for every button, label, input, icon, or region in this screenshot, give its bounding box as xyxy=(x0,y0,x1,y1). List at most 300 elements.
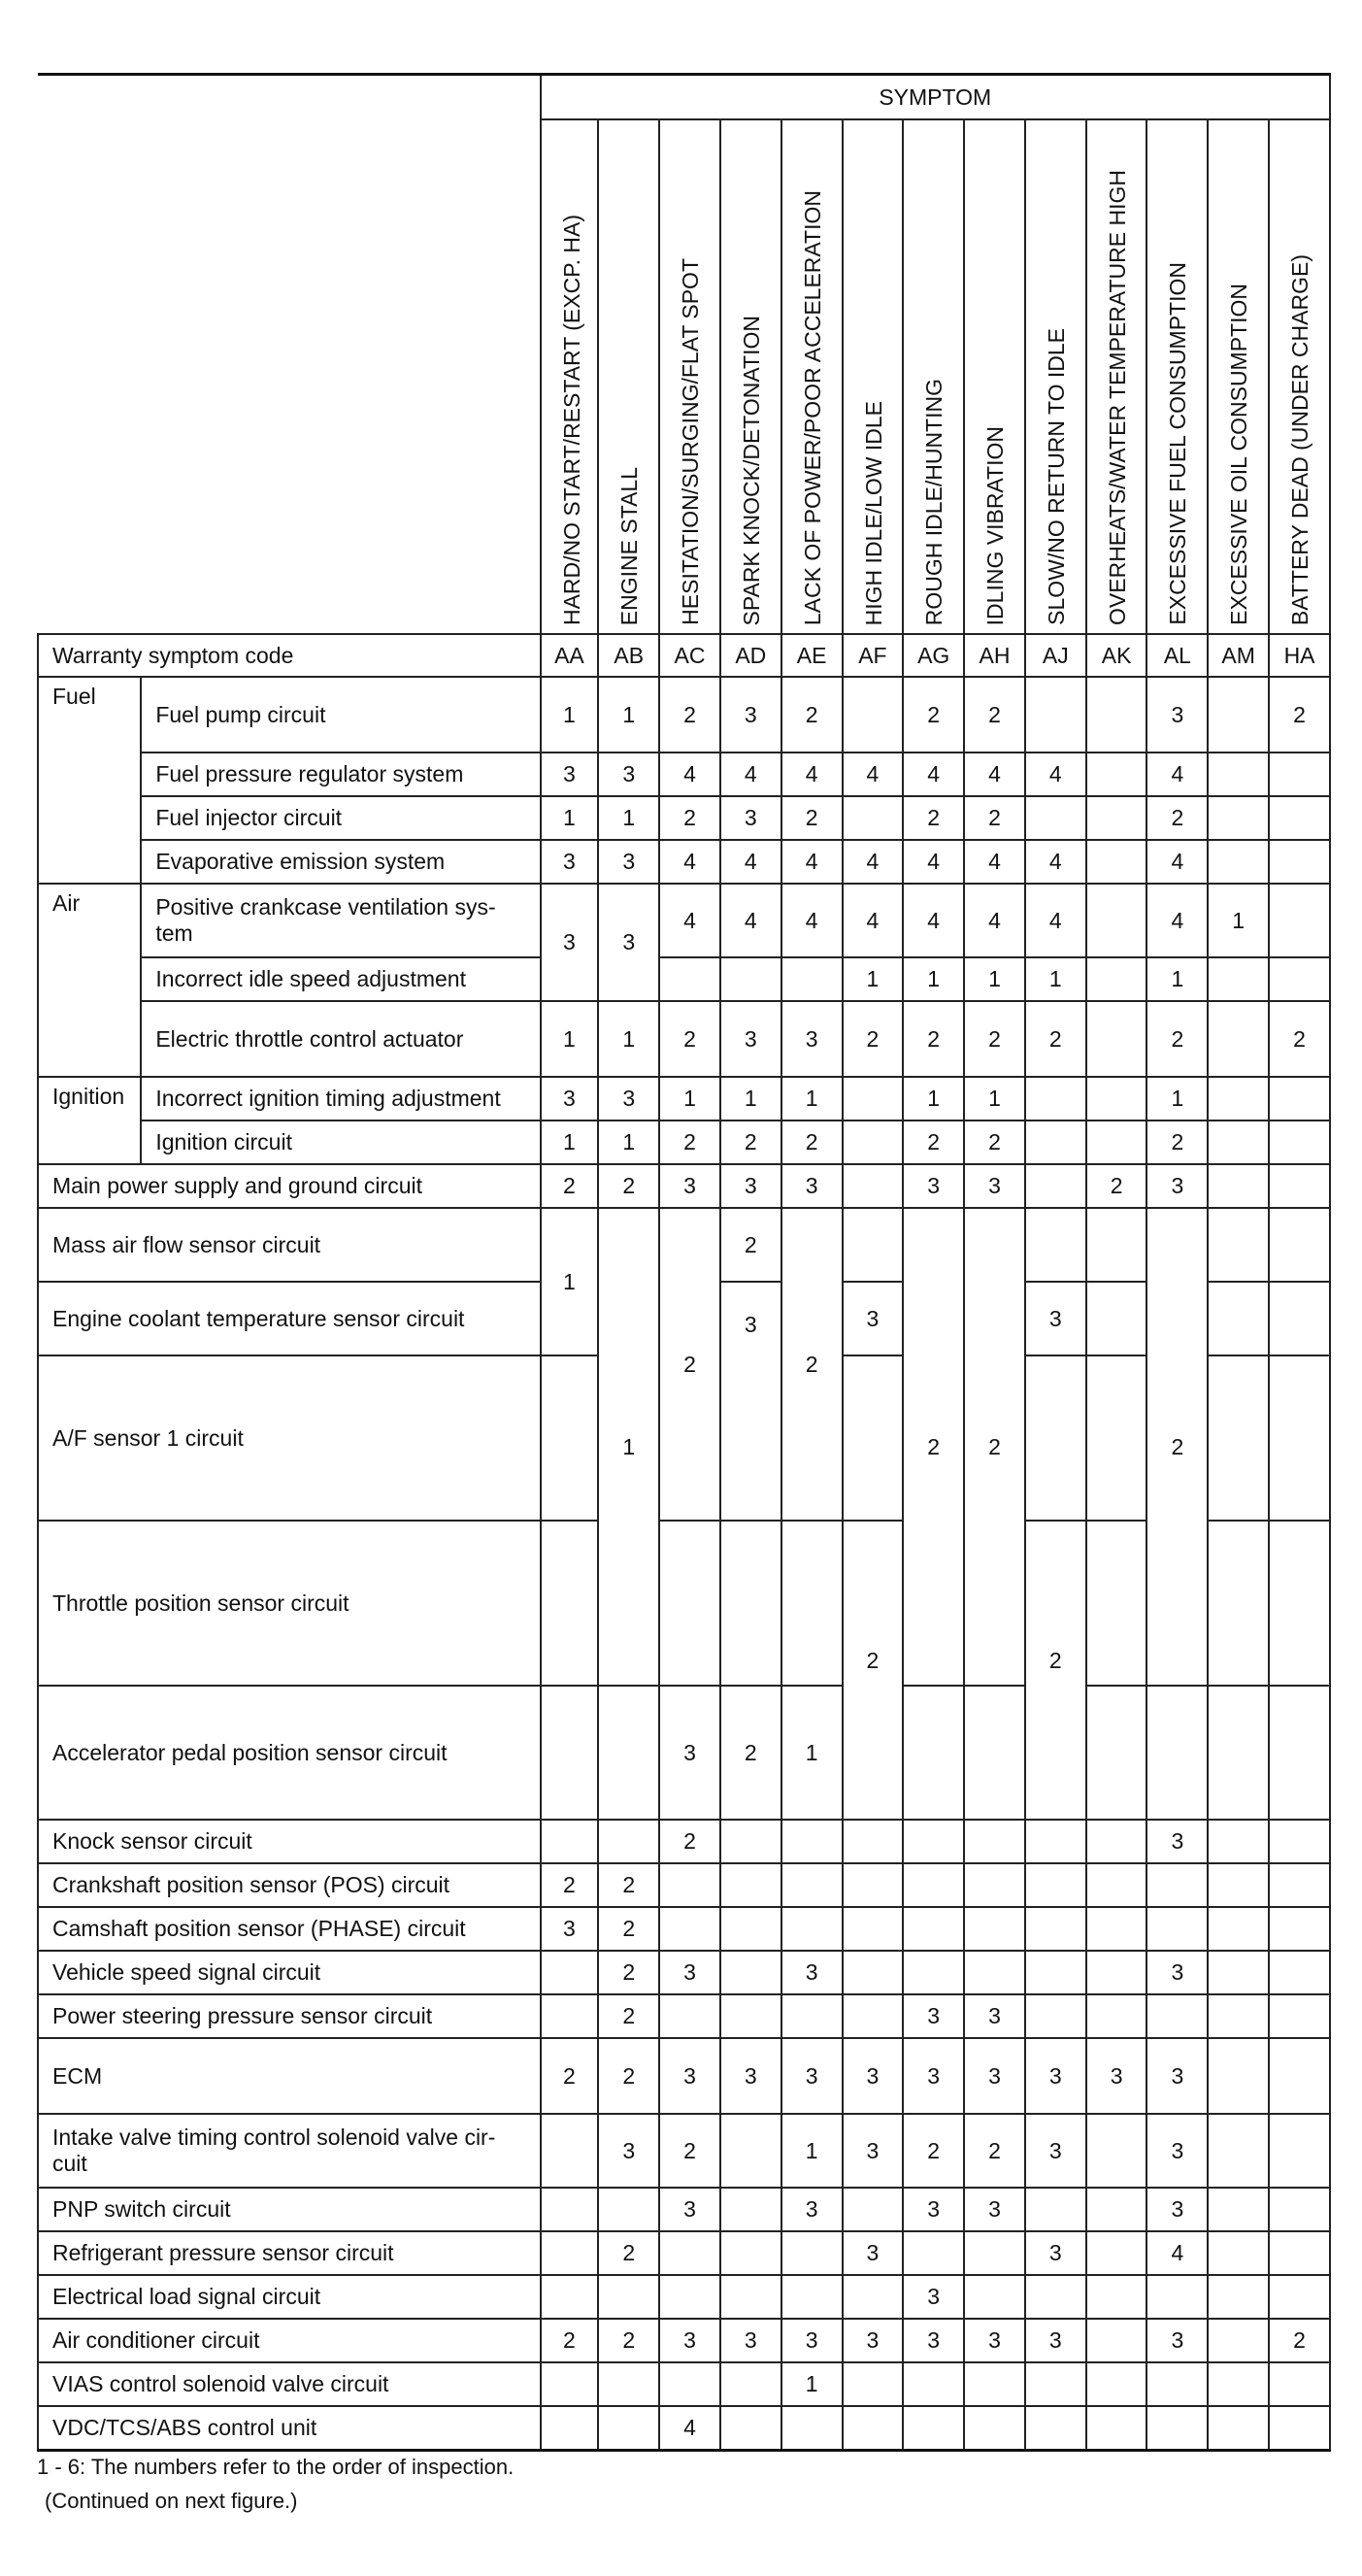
row-label: Electric throttle control actuator xyxy=(141,1001,540,1077)
matrix-cell: 3 xyxy=(1086,2038,1147,2114)
matrix-cell: 1 xyxy=(541,1208,599,1355)
matrix-cell: 4 xyxy=(964,884,1025,957)
matrix-cell: 3 xyxy=(1025,2114,1086,2188)
matrix-cell xyxy=(964,1907,1025,1951)
symptom-column-header xyxy=(598,119,659,634)
matrix-cell: 2 xyxy=(659,2114,720,2188)
matrix-cell xyxy=(1208,1994,1269,2038)
matrix-cell xyxy=(903,1863,964,1907)
matrix-cell xyxy=(1025,2406,1086,2450)
row-label: A/F sensor 1 circuit xyxy=(38,1355,541,1521)
table-row xyxy=(38,2114,1330,2188)
matrix-cell: 1 xyxy=(541,1121,599,1164)
matrix-cell xyxy=(598,1820,659,1863)
matrix-cell xyxy=(843,1863,904,1907)
warranty-symptom-code-label: Warranty symptom code xyxy=(38,634,541,677)
matrix-cell: 1 xyxy=(903,957,964,1001)
matrix-cell: 1 xyxy=(598,1121,659,1164)
table-row xyxy=(38,1686,1330,1820)
matrix-cell: 2 xyxy=(903,1001,964,1077)
matrix-cell xyxy=(1269,1164,1330,1208)
matrix-cell xyxy=(1025,2188,1086,2231)
matrix-cell: 2 xyxy=(964,677,1025,753)
matrix-cell: 1 xyxy=(541,1001,599,1077)
matrix-cell: 3 xyxy=(598,2114,659,2188)
matrix-cell: 4 xyxy=(720,840,781,884)
matrix-cell: 2 xyxy=(1025,1521,1086,1820)
matrix-cell xyxy=(843,1077,904,1121)
matrix-cell xyxy=(1025,1863,1086,1907)
symptom-name: SPARK KNOCK/DETONATION xyxy=(738,315,764,625)
matrix-cell xyxy=(1269,2231,1330,2275)
matrix-cell: 2 xyxy=(659,1208,720,1521)
matrix-cell: 3 xyxy=(720,2319,781,2362)
matrix-cell xyxy=(541,2114,599,2188)
matrix-cell xyxy=(720,1820,781,1863)
matrix-cell: 4 xyxy=(903,753,964,796)
matrix-cell xyxy=(720,2114,781,2188)
matrix-cell xyxy=(1025,1907,1086,1951)
matrix-cell xyxy=(843,2275,904,2319)
matrix-cell xyxy=(781,2231,843,2275)
matrix-cell: 1 xyxy=(1146,1077,1208,1121)
matrix-cell: 3 xyxy=(964,1164,1025,1208)
symptom-header: SYMPTOM xyxy=(541,75,1330,120)
header-corner xyxy=(38,75,541,635)
table-row xyxy=(38,677,1330,753)
matrix-cell xyxy=(541,1355,599,1521)
symptom-code: AD xyxy=(720,634,781,677)
table-row xyxy=(38,1994,1330,2038)
matrix-cell xyxy=(541,1521,599,1686)
symptom-column-header xyxy=(1208,119,1269,634)
matrix-cell: 3 xyxy=(1146,677,1208,753)
matrix-cell: 4 xyxy=(659,2406,720,2450)
matrix-cell: 3 xyxy=(541,1077,599,1121)
matrix-cell xyxy=(903,2406,964,2450)
matrix-cell: 1 xyxy=(598,1001,659,1077)
row-label: Electrical load signal circuit xyxy=(38,2275,541,2319)
matrix-cell xyxy=(1146,2406,1208,2450)
matrix-cell: 3 xyxy=(843,2114,904,2188)
matrix-cell: 2 xyxy=(598,2038,659,2114)
matrix-cell: 3 xyxy=(964,1994,1025,2038)
matrix-cell xyxy=(720,1863,781,1907)
matrix-cell xyxy=(1208,957,1269,1001)
matrix-cell: 2 xyxy=(1146,1208,1208,1686)
group-label-air: Air xyxy=(38,884,141,1077)
matrix-cell: 4 xyxy=(1146,2231,1208,2275)
matrix-cell: 1 xyxy=(843,957,904,1001)
matrix-cell: 3 xyxy=(598,1077,659,1121)
matrix-cell xyxy=(1146,1907,1208,1951)
matrix-cell: 1 xyxy=(598,796,659,840)
matrix-cell: 3 xyxy=(1146,2114,1208,2188)
matrix-cell: 3 xyxy=(720,1282,781,1521)
matrix-cell: 2 xyxy=(964,1001,1025,1077)
symptom-table xyxy=(37,73,1331,2452)
table-row xyxy=(38,753,1330,796)
row-label: Main power supply and ground circuit xyxy=(38,1164,541,1208)
note-inspection-order: 1 - 6: The numbers refer to the order of inspection. xyxy=(37,2455,515,2479)
matrix-cell: 3 xyxy=(720,1001,781,1077)
matrix-cell xyxy=(1086,2406,1147,2450)
matrix-cell: 2 xyxy=(781,677,843,753)
matrix-cell: 2 xyxy=(659,677,720,753)
matrix-cell: 3 xyxy=(843,2038,904,2114)
matrix-cell xyxy=(1086,1282,1147,1355)
matrix-cell: 2 xyxy=(598,1994,659,2038)
matrix-cell: 4 xyxy=(781,753,843,796)
matrix-cell xyxy=(541,1820,599,1863)
matrix-cell xyxy=(1208,2114,1269,2188)
matrix-cell xyxy=(1208,2231,1269,2275)
row-label: Fuel pump circuit xyxy=(141,677,540,753)
matrix-cell: 2 xyxy=(720,1686,781,1820)
matrix-cell xyxy=(720,1951,781,1994)
matrix-cell: 1 xyxy=(964,1077,1025,1121)
matrix-cell xyxy=(1025,1164,1086,1208)
matrix-cell xyxy=(720,2188,781,2231)
matrix-cell xyxy=(843,1164,904,1208)
matrix-cell: 3 xyxy=(720,796,781,840)
matrix-cell xyxy=(1208,1686,1269,1820)
matrix-cell xyxy=(1086,1001,1147,1077)
matrix-cell xyxy=(843,796,904,840)
symptom-column-header xyxy=(903,119,964,634)
matrix-cell xyxy=(1146,1863,1208,1907)
matrix-cell xyxy=(1208,2275,1269,2319)
matrix-cell xyxy=(1086,2114,1147,2188)
matrix-cell: 2 xyxy=(720,1121,781,1164)
matrix-cell xyxy=(843,677,904,753)
matrix-cell: 2 xyxy=(843,1001,904,1077)
matrix-cell: 3 xyxy=(1025,1282,1086,1355)
matrix-cell: 4 xyxy=(843,753,904,796)
matrix-cell xyxy=(1269,957,1330,1001)
matrix-cell: 1 xyxy=(781,1686,843,1820)
matrix-cell: 3 xyxy=(659,1686,720,1820)
matrix-cell: 3 xyxy=(598,753,659,796)
matrix-cell xyxy=(1208,1001,1269,1077)
matrix-cell xyxy=(781,1521,843,1686)
matrix-cell xyxy=(598,2362,659,2406)
matrix-cell: 4 xyxy=(1146,884,1208,957)
matrix-cell xyxy=(541,2188,599,2231)
matrix-cell xyxy=(720,957,781,1001)
matrix-cell xyxy=(1269,1863,1330,1907)
matrix-cell xyxy=(903,2231,964,2275)
matrix-cell: 1 xyxy=(598,677,659,753)
row-label: Mass air flow sensor circuit xyxy=(38,1208,541,1282)
matrix-cell: 2 xyxy=(781,796,843,840)
matrix-cell xyxy=(1086,1994,1147,2038)
matrix-cell: 2 xyxy=(843,1521,904,1820)
matrix-cell: 3 xyxy=(541,753,599,796)
table-row xyxy=(38,2362,1330,2406)
matrix-cell xyxy=(1269,1820,1330,1863)
matrix-cell: 2 xyxy=(903,2114,964,2188)
table-row xyxy=(38,1077,1330,1121)
matrix-cell xyxy=(1208,1521,1269,1686)
matrix-cell xyxy=(1208,840,1269,884)
matrix-cell: 3 xyxy=(1146,2038,1208,2114)
matrix-cell xyxy=(1086,2319,1147,2362)
matrix-cell: 4 xyxy=(1025,840,1086,884)
symptom-column-header xyxy=(964,119,1025,634)
symptom-column-header xyxy=(1025,119,1086,634)
matrix-cell: 3 xyxy=(903,2188,964,2231)
group-label-ignition: Ignition xyxy=(38,1077,141,1164)
matrix-cell: 3 xyxy=(843,1282,904,1355)
matrix-cell: 2 xyxy=(598,1951,659,1994)
symptom-code: AC xyxy=(659,634,720,677)
matrix-cell xyxy=(1086,1820,1147,1863)
matrix-cell xyxy=(1208,2038,1269,2114)
matrix-cell xyxy=(598,2406,659,2450)
table-row xyxy=(38,2231,1330,2275)
matrix-cell: 2 xyxy=(598,2231,659,2275)
matrix-cell xyxy=(1208,1208,1269,1282)
matrix-cell: 3 xyxy=(598,840,659,884)
matrix-cell xyxy=(1146,1994,1208,2038)
matrix-cell xyxy=(1146,2362,1208,2406)
matrix-cell xyxy=(843,1121,904,1164)
matrix-cell xyxy=(1025,1208,1086,1282)
table-row xyxy=(38,1820,1330,1863)
matrix-cell xyxy=(1086,796,1147,840)
matrix-cell: 3 xyxy=(541,840,599,884)
matrix-cell: 3 xyxy=(903,2275,964,2319)
matrix-cell xyxy=(1146,1686,1208,1820)
matrix-cell xyxy=(781,1907,843,1951)
symptom-code: AF xyxy=(843,634,904,677)
row-label: PNP switch circuit xyxy=(38,2188,541,2231)
matrix-cell: 3 xyxy=(964,2038,1025,2114)
matrix-cell: 4 xyxy=(903,884,964,957)
matrix-cell xyxy=(1208,2362,1269,2406)
matrix-cell: 2 xyxy=(659,1001,720,1077)
table-row xyxy=(38,1521,1330,1686)
matrix-cell: 4 xyxy=(964,840,1025,884)
symptom-name: HARD/NO START/RESTART (EXCP. HA) xyxy=(558,214,584,625)
matrix-cell xyxy=(1208,1164,1269,1208)
matrix-cell: 3 xyxy=(781,1164,843,1208)
matrix-cell xyxy=(1208,2406,1269,2450)
matrix-cell: 2 xyxy=(1269,2319,1330,2362)
matrix-cell: 4 xyxy=(843,884,904,957)
matrix-cell xyxy=(781,2275,843,2319)
matrix-cell: 4 xyxy=(720,753,781,796)
matrix-cell: 2 xyxy=(903,1121,964,1164)
matrix-cell xyxy=(1086,1121,1147,1164)
matrix-cell: 4 xyxy=(720,884,781,957)
row-label: Ignition circuit xyxy=(141,1121,540,1164)
matrix-cell xyxy=(1025,1355,1086,1521)
matrix-cell xyxy=(843,1951,904,1994)
matrix-cell xyxy=(1269,1282,1330,1355)
matrix-cell: 3 xyxy=(843,2231,904,2275)
matrix-cell xyxy=(1208,1820,1269,1863)
matrix-cell xyxy=(1269,2114,1330,2188)
row-label: Power steering pressure sensor circuit xyxy=(38,1994,541,2038)
matrix-cell xyxy=(903,1686,964,1820)
matrix-cell: 3 xyxy=(659,2319,720,2362)
matrix-cell: 3 xyxy=(1025,2319,1086,2362)
matrix-cell xyxy=(1269,2406,1330,2450)
symptom-code: AJ xyxy=(1025,634,1086,677)
row-label: Vehicle speed signal circuit xyxy=(38,1951,541,1994)
matrix-cell xyxy=(1086,1355,1147,1521)
matrix-cell: 2 xyxy=(903,677,964,753)
matrix-cell xyxy=(541,1686,599,1820)
matrix-cell: 2 xyxy=(598,1164,659,1208)
matrix-cell xyxy=(1269,1994,1330,2038)
symptom-name: OVERHEATS/WATER TEMPERATURE HIGH xyxy=(1104,170,1130,625)
matrix-cell: 4 xyxy=(843,840,904,884)
matrix-cell xyxy=(964,1820,1025,1863)
matrix-cell xyxy=(1269,2275,1330,2319)
symptom-code: AM xyxy=(1208,634,1269,677)
matrix-cell: 1 xyxy=(781,2114,843,2188)
symptom-code: AK xyxy=(1086,634,1147,677)
matrix-cell xyxy=(1269,1355,1330,1521)
matrix-cell: 4 xyxy=(659,753,720,796)
matrix-cell xyxy=(541,2275,599,2319)
matrix-cell: 3 xyxy=(903,2038,964,2114)
matrix-cell: 2 xyxy=(720,1208,781,1282)
matrix-cell xyxy=(964,2362,1025,2406)
matrix-cell xyxy=(1025,796,1086,840)
matrix-cell: 3 xyxy=(1146,2188,1208,2231)
diagnosis-matrix xyxy=(37,73,1331,2452)
matrix-cell: 3 xyxy=(598,884,659,1001)
matrix-cell: 2 xyxy=(964,2114,1025,2188)
matrix-cell xyxy=(1208,2319,1269,2362)
table-row xyxy=(38,2188,1330,2231)
matrix-cell xyxy=(1086,1951,1147,1994)
matrix-cell xyxy=(1208,677,1269,753)
matrix-cell: 2 xyxy=(541,1863,599,1907)
matrix-cell xyxy=(659,2275,720,2319)
matrix-cell: 3 xyxy=(1146,1164,1208,1208)
row-label: ECM xyxy=(38,2038,541,2114)
matrix-cell xyxy=(1208,1282,1269,1355)
matrix-cell xyxy=(1025,1077,1086,1121)
row-label: Positive crankcase ventilation sys- tem xyxy=(141,884,540,957)
matrix-cell xyxy=(1269,1121,1330,1164)
matrix-cell: 3 xyxy=(781,1001,843,1077)
matrix-cell: 2 xyxy=(781,1121,843,1164)
matrix-cell xyxy=(1086,2188,1147,2231)
symptom-column-header xyxy=(781,119,843,634)
table-row xyxy=(38,796,1330,840)
matrix-cell xyxy=(964,2231,1025,2275)
matrix-cell: 4 xyxy=(903,840,964,884)
matrix-cell xyxy=(1208,796,1269,840)
matrix-cell: 2 xyxy=(541,1164,599,1208)
matrix-cell: 3 xyxy=(1025,2038,1086,2114)
matrix-cell xyxy=(1208,1355,1269,1521)
matrix-cell xyxy=(659,1863,720,1907)
matrix-cell xyxy=(843,2406,904,2450)
matrix-cell xyxy=(1025,1121,1086,1164)
matrix-cell: 2 xyxy=(903,796,964,840)
matrix-cell xyxy=(781,1863,843,1907)
row-label: Fuel injector circuit xyxy=(141,796,540,840)
matrix-cell: 2 xyxy=(1269,677,1330,753)
matrix-cell xyxy=(843,1355,904,1521)
table-row xyxy=(38,2038,1330,2114)
symptom-column-header xyxy=(659,119,720,634)
symptom-column-header xyxy=(1269,119,1330,634)
matrix-cell: 2 xyxy=(964,1208,1025,1686)
symptom-name: IDLING VIBRATION xyxy=(982,425,1009,625)
matrix-cell: 3 xyxy=(843,2319,904,2362)
matrix-cell: 1 xyxy=(598,1208,659,1686)
symptom-name: HESITATION/SURGING/FLAT SPOT xyxy=(678,258,704,625)
matrix-cell xyxy=(1208,1077,1269,1121)
row-label: Air conditioner circuit xyxy=(38,2319,541,2362)
matrix-cell xyxy=(1086,840,1147,884)
matrix-cell xyxy=(720,2406,781,2450)
matrix-cell xyxy=(1025,2362,1086,2406)
symptom-name: BATTERY DEAD (UNDER CHARGE) xyxy=(1287,253,1313,625)
matrix-cell: 2 xyxy=(781,1208,843,1521)
matrix-cell xyxy=(541,2231,599,2275)
symptom-code: AA xyxy=(541,634,599,677)
matrix-cell xyxy=(1086,2275,1147,2319)
symptom-column-header xyxy=(720,119,781,634)
matrix-cell: 2 xyxy=(1086,1164,1147,1208)
matrix-cell xyxy=(1025,1994,1086,2038)
row-label: Intake valve timing control solenoid valve cir- cuit xyxy=(38,2114,541,2188)
symptom-code: AB xyxy=(598,634,659,677)
matrix-cell xyxy=(781,957,843,1001)
row-label: Fuel pressure regulator system xyxy=(141,753,540,796)
row-label: Camshaft position sensor (PHASE) circuit xyxy=(38,1907,541,1951)
matrix-cell: 3 xyxy=(659,2038,720,2114)
symptom-code: AH xyxy=(964,634,1025,677)
matrix-cell: 1 xyxy=(781,1077,843,1121)
row-label: VIAS control solenoid valve circuit xyxy=(38,2362,541,2406)
matrix-cell xyxy=(1208,1907,1269,1951)
matrix-cell: 2 xyxy=(541,2319,599,2362)
matrix-cell: 1 xyxy=(1208,884,1269,957)
matrix-cell xyxy=(843,1820,904,1863)
matrix-cell: 1 xyxy=(1025,957,1086,1001)
matrix-cell xyxy=(720,1521,781,1686)
matrix-cell xyxy=(1208,1121,1269,1164)
matrix-cell: 1 xyxy=(720,1077,781,1121)
matrix-cell xyxy=(720,1994,781,2038)
row-label: VDC/TCS/ABS control unit xyxy=(38,2406,541,2450)
matrix-cell xyxy=(903,1820,964,1863)
matrix-cell xyxy=(843,1907,904,1951)
row-label: Knock sensor circuit xyxy=(38,1820,541,1863)
row-label: Accelerator pedal position sensor circuit xyxy=(38,1686,541,1820)
table-row xyxy=(38,840,1330,884)
matrix-cell xyxy=(1208,1951,1269,1994)
matrix-cell xyxy=(598,2188,659,2231)
table-row xyxy=(38,957,1330,1001)
matrix-cell xyxy=(1025,2275,1086,2319)
matrix-cell: 2 xyxy=(598,2319,659,2362)
symptom-code: AG xyxy=(903,634,964,677)
matrix-cell: 1 xyxy=(541,677,599,753)
matrix-cell xyxy=(1025,1820,1086,1863)
matrix-cell xyxy=(1208,753,1269,796)
